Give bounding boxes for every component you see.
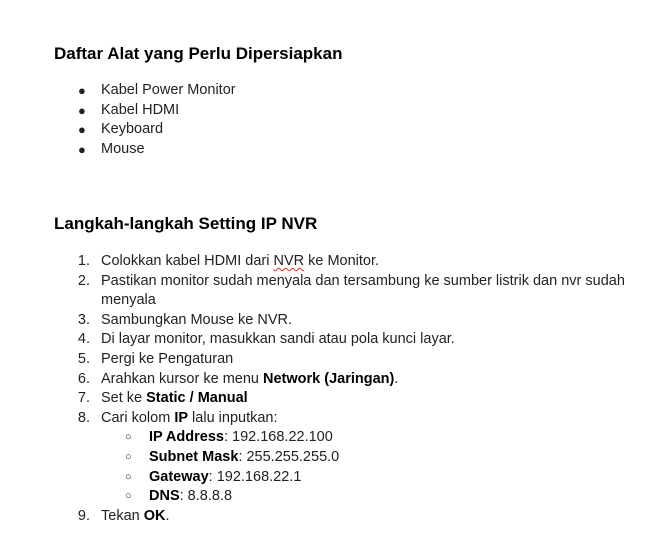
step-text: Set ke xyxy=(101,390,147,407)
ip-setting-item xyxy=(101,448,640,468)
ip-setting-item xyxy=(101,487,640,507)
step-text: Cari kolom xyxy=(101,409,175,426)
step-item xyxy=(0,311,640,331)
step-item xyxy=(0,350,640,370)
step-number: 7. xyxy=(77,390,90,407)
ip-settings-sublist xyxy=(101,428,640,506)
step-item xyxy=(0,330,640,350)
circle-bullet-icon: ○ xyxy=(125,490,132,503)
bullet-icon: ● xyxy=(78,141,86,157)
circle-bullet-icon: ○ xyxy=(125,450,132,463)
step-number: 8. xyxy=(77,409,90,426)
list-item xyxy=(0,81,236,101)
tools-list xyxy=(0,81,236,159)
step-text: Pergi ke Pengaturan xyxy=(101,350,234,367)
step-number: 2. xyxy=(77,272,90,289)
step-text: Pastikan monitor sudah menyala dan tersambung ke sumber listrik dan nvr sudah menyala xyxy=(101,272,625,309)
step-text: Tekan xyxy=(101,507,144,524)
step-number: 4. xyxy=(77,331,90,348)
ip-setting-item xyxy=(101,428,640,448)
tool-item-text: Kabel Power Monitor xyxy=(101,82,236,98)
step-item xyxy=(0,370,640,390)
circle-bullet-icon: ○ xyxy=(125,431,132,444)
step-bold-text: IP xyxy=(174,409,189,426)
steps-list xyxy=(0,252,640,526)
ip-setting-label: DNS xyxy=(149,488,180,505)
step-text: . xyxy=(165,507,170,524)
step-item xyxy=(0,252,640,272)
step-bold-text: OK xyxy=(143,507,166,524)
bullet-icon: ● xyxy=(78,122,86,138)
step-text: ke Monitor. xyxy=(304,253,380,269)
ip-setting-value: : 255.255.255.0 xyxy=(238,448,340,465)
step-item xyxy=(0,409,640,507)
step-number: 9. xyxy=(77,507,90,524)
list-item xyxy=(0,101,236,121)
step-item xyxy=(0,272,640,311)
tool-item-text: Kabel HDMI xyxy=(101,101,180,118)
step-text: . xyxy=(394,370,399,387)
ip-setting-value: : 8.8.8.8 xyxy=(179,488,233,505)
tool-item-text: Keyboard xyxy=(101,121,164,138)
ip-setting-label: Subnet Mask xyxy=(149,448,239,465)
tool-item-text: Mouse xyxy=(101,140,145,157)
spellcheck-flagged-word[interactable]: NVR xyxy=(273,253,305,269)
ip-setting-label: Gateway xyxy=(149,468,209,485)
step-bold-text: Network (Jaringan) xyxy=(263,370,395,387)
step-text: Colokkan kabel HDMI dari xyxy=(101,253,274,269)
step-number: 1. xyxy=(77,253,90,269)
tools-heading: Daftar Alat yang Perlu Dipersiapkan xyxy=(54,44,343,63)
step-item xyxy=(0,389,640,409)
step-text: Sambungkan Mouse ke NVR. xyxy=(101,311,293,328)
ip-setting-label: IP Address xyxy=(149,429,224,446)
bullet-icon: ● xyxy=(78,83,86,98)
steps-heading: Langkah-langkah Setting IP NVR xyxy=(54,214,318,233)
step-bold-text: Static / Manual xyxy=(146,390,248,407)
ip-setting-value: : 192.168.22.1 xyxy=(208,468,302,485)
step-text: Arahkan kursor ke menu xyxy=(101,370,263,387)
step-number: 6. xyxy=(77,370,90,387)
step-number: 3. xyxy=(77,311,90,328)
step-item xyxy=(0,507,640,527)
step-text: Di layar monitor, masukkan sandi atau pola kunci layar. xyxy=(101,331,455,348)
ip-setting-value: : 192.168.22.100 xyxy=(223,429,333,446)
list-item xyxy=(0,140,236,160)
ip-setting-item xyxy=(101,468,640,488)
step-number: 5. xyxy=(77,350,90,367)
bullet-icon: ● xyxy=(78,102,86,118)
step-text: lalu inputkan: xyxy=(188,409,278,426)
list-item xyxy=(0,120,236,140)
circle-bullet-icon: ○ xyxy=(125,470,132,483)
